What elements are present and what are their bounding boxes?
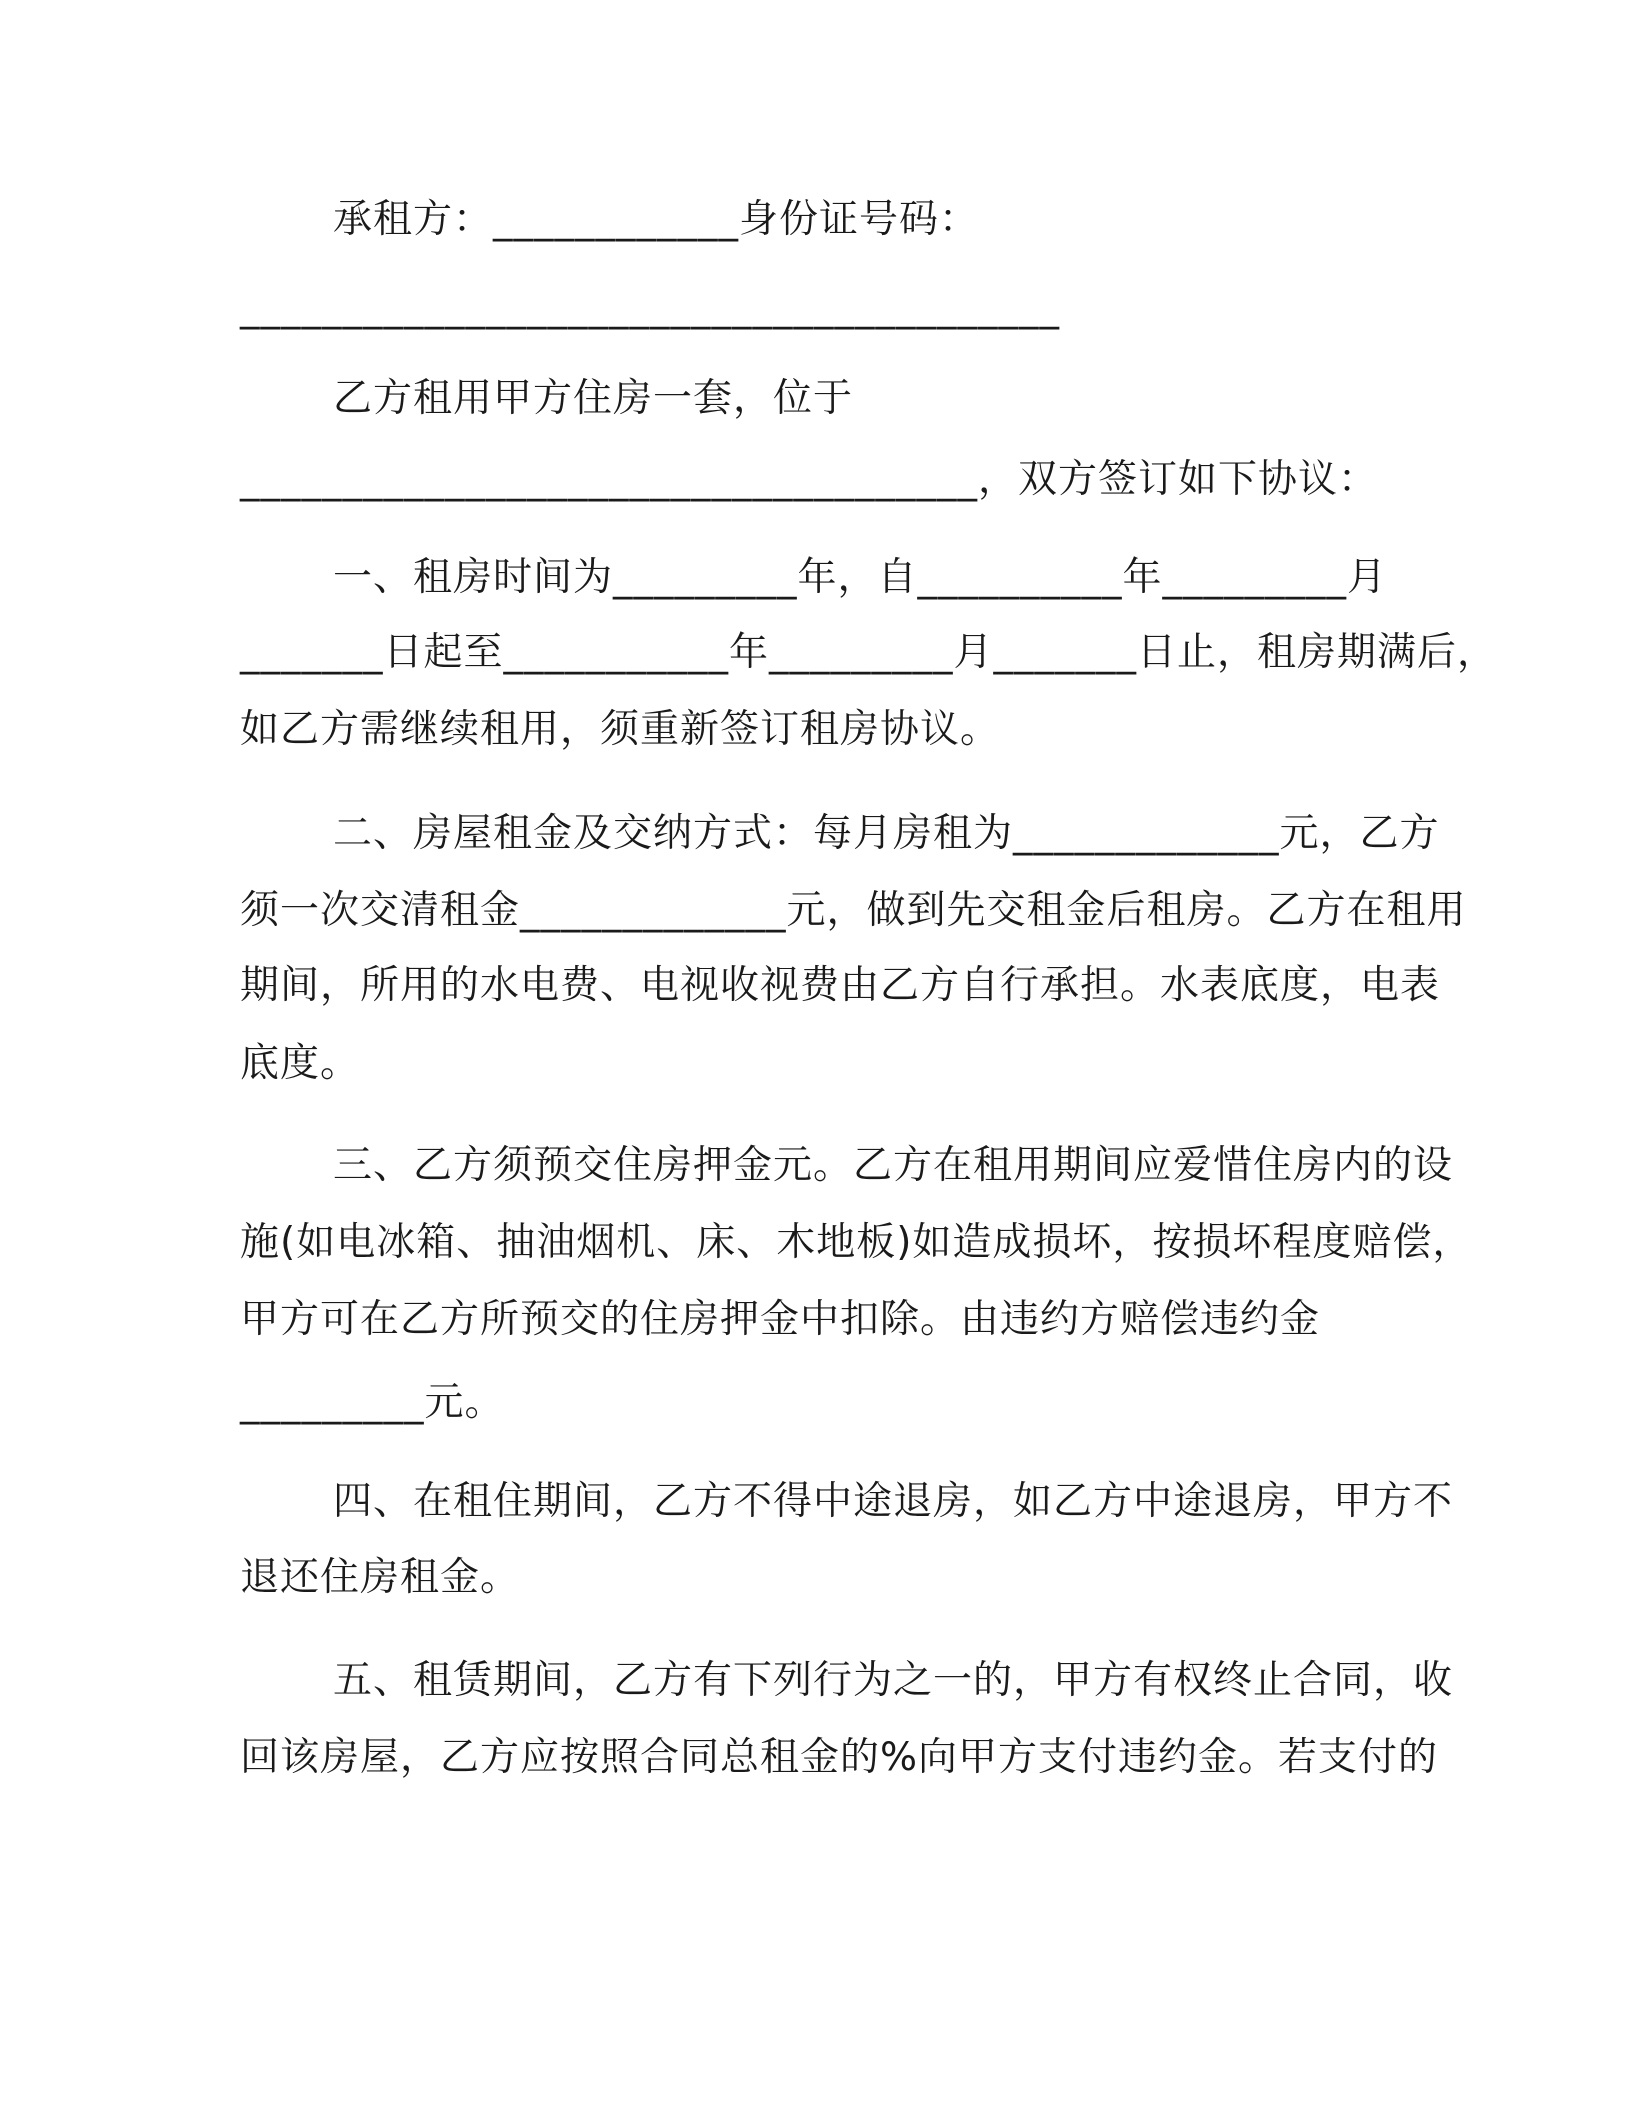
clause-3-line-3: 甲方可在乙方所预交的住房押金中扣除。由违约方赔偿违约金 <box>240 1297 1321 1342</box>
clause-2-line-2: 须一次交清租金_____________元，做到先交租金后租房。乙方在租用 <box>240 888 1467 933</box>
house-location-line: 乙方租用甲方住房一套，位于 <box>333 376 854 421</box>
clause-3-line-1: 三、乙方须预交住房押金元。乙方在租用期间应爱惜住房内的设 <box>333 1143 1454 1188</box>
clause-2-line-3: 期间，所用的水电费、电视收视费由乙方自行承担。水表底度，电表 <box>240 963 1441 1008</box>
clause-1-line-2: _______日起至___________年_________月_______日止，租房期满后， <box>240 630 1498 675</box>
clause-2-line-1: 二、房屋租金及交纳方式：每月房租为_____________元，乙方 <box>333 811 1440 856</box>
clause-3-line-2: 施(如电冰箱、抽油烟机、床、木地板)如造成损坏，按损坏程度赔偿， <box>240 1220 1473 1265</box>
tenant-id-line: 承租方：____________身份证号码： <box>333 197 980 242</box>
clause-4-line-1: 四、在租住期间，乙方不得中途退房，如乙方中途退房，甲方不 <box>333 1479 1454 1524</box>
clause-5-line-1: 五、租赁期间，乙方有下列行为之一的，甲方有权终止合同，收 <box>333 1658 1454 1703</box>
clause-2-line-4: 底度。 <box>240 1041 361 1086</box>
id-number-blank-line: ________________________________________ <box>240 285 1060 330</box>
clause-1-line-3: 如乙方需继续租用，须重新签订租房协议。 <box>240 707 1001 752</box>
clause-5-line-2: 回该房屋，乙方应按照合同总租金的%向甲方支付违约金。若支付的 <box>240 1735 1439 1780</box>
agreement-intro-line: ____________________________________，双方签订如下协议： <box>240 457 1379 502</box>
clause-4-line-2: 退还住房租金。 <box>240 1555 521 1600</box>
clause-3-line-4: _________元。 <box>240 1380 505 1425</box>
clause-1-line-1: 一、租房时间为_________年，自__________年_________月 <box>333 555 1388 600</box>
